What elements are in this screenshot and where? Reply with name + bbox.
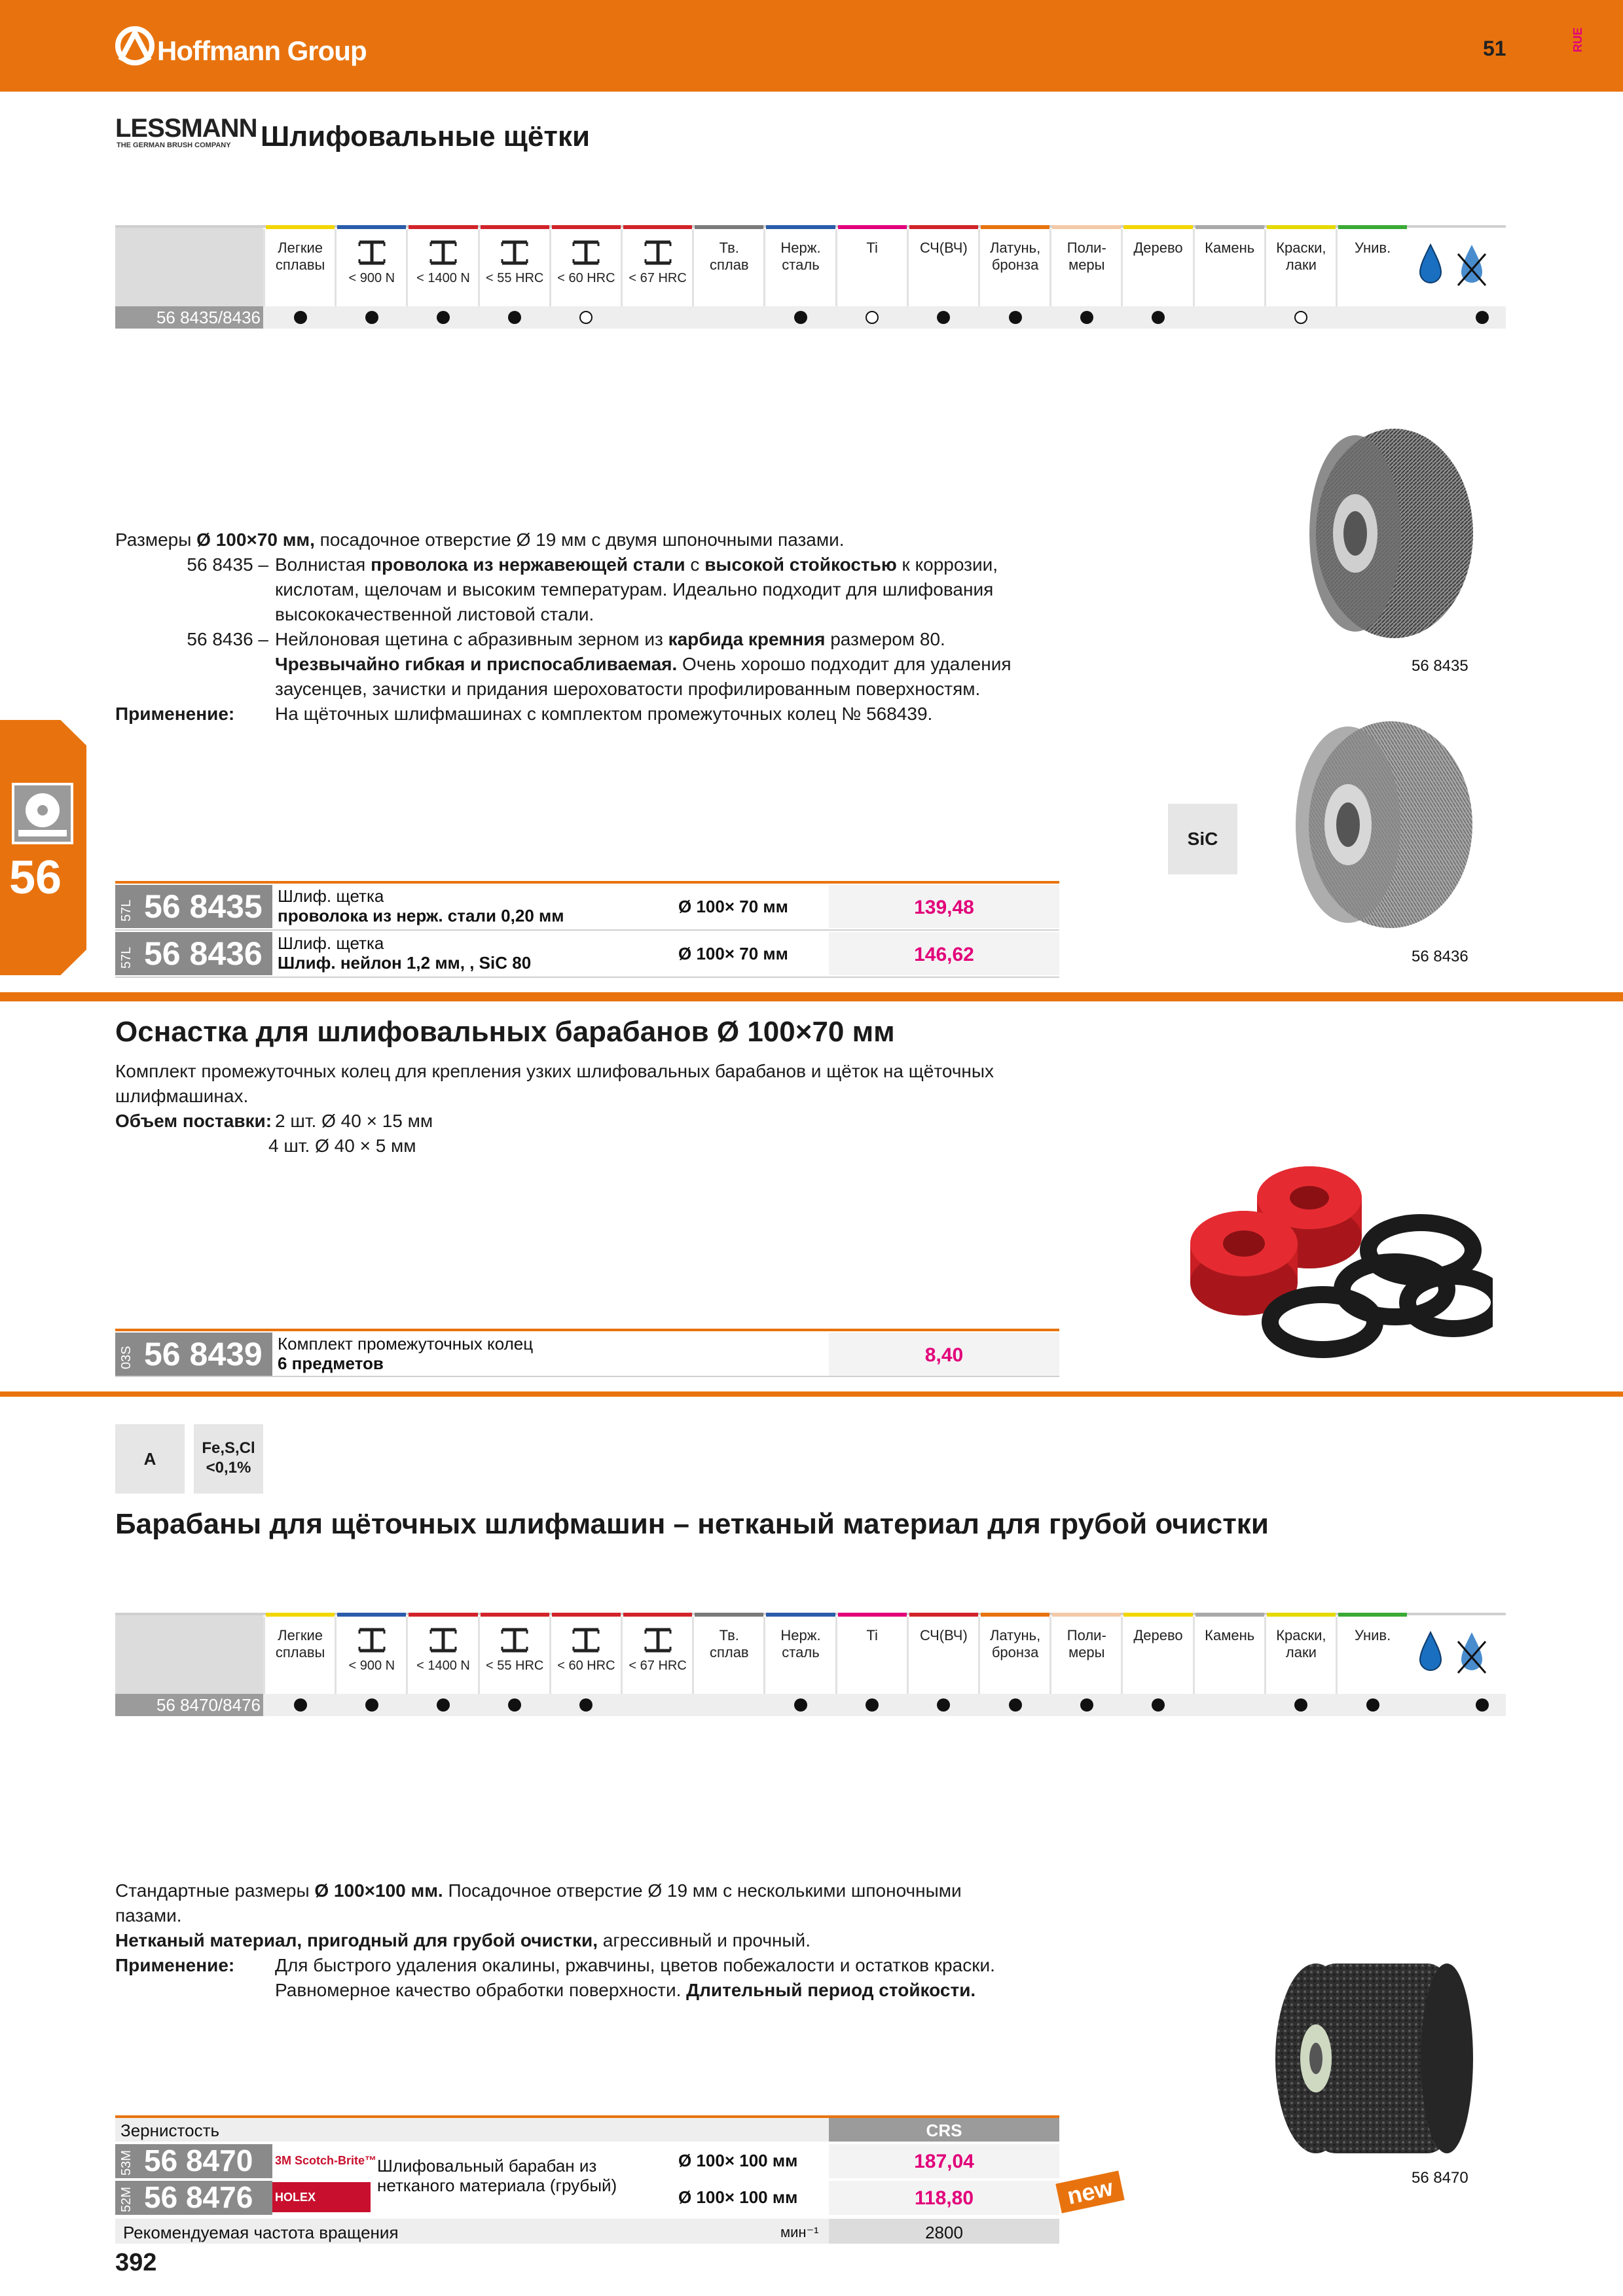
suitable-dot	[1009, 311, 1022, 324]
material-header	[766, 240, 835, 305]
steel-beam-icon	[428, 240, 458, 266]
chip-composition: Fe,S,Cl <0,1%	[194, 1424, 263, 1494]
no-coolant-icon	[1455, 242, 1488, 291]
article-name: Шлифовальный барабан из нетканого материала (грубый)	[377, 2156, 617, 2195]
article-spec: Шлиф. нейлон 1,2 мм, , SiC 80	[278, 953, 532, 973]
material-header	[337, 1627, 406, 1693]
article-name: Комплект промежуточных колец	[278, 1334, 534, 1354]
material-header	[409, 240, 477, 305]
chapter-number: 56	[9, 852, 62, 904]
material-color-bar	[1195, 1613, 1264, 1617]
footer-page-number: 392	[115, 2249, 157, 2276]
article-number: 56 8439	[144, 1336, 263, 1372]
chapter-tab	[0, 720, 86, 975]
material-color-bar	[481, 1613, 549, 1617]
new-badge: new	[1055, 2170, 1124, 2213]
suitable-dot	[1080, 1698, 1093, 1712]
material-header	[1052, 1627, 1121, 1693]
steel-beam-icon	[357, 240, 387, 266]
grain-value: CRS	[926, 2121, 962, 2140]
steel-beam-icon	[623, 1627, 692, 1657]
material-table-1	[115, 225, 1506, 329]
material-label: Унив.	[1354, 1627, 1391, 1643]
section-divider	[0, 1391, 1623, 1397]
section3-title: Барабаны для щёточных шлифмашин – нетканый материал для грубой очистки	[115, 1508, 1269, 1540]
material-header	[1338, 240, 1407, 305]
rpm-value: 2800	[925, 2223, 963, 2242]
material-color-bar	[1123, 225, 1192, 229]
article-prefix: 53M	[119, 2150, 134, 2176]
steel-beam-icon	[623, 240, 692, 270]
material-color-bar	[481, 225, 549, 229]
material-color-bar	[838, 225, 907, 229]
material-header	[481, 1627, 549, 1693]
suitable-dot	[294, 311, 307, 324]
suitable-dot	[1476, 311, 1489, 324]
page-number: 51	[1483, 37, 1506, 60]
material-header	[909, 240, 978, 305]
row-label: 56 8435/8436	[156, 308, 261, 327]
article-number: 56 8435	[144, 888, 263, 925]
material-header	[1195, 240, 1264, 305]
suitable-dot	[794, 311, 807, 324]
article-price: 8,40	[924, 1344, 964, 1366]
logo-text: Hoffmann Group	[157, 35, 367, 66]
material-label: сплав	[709, 1644, 749, 1660]
coolant-icon	[1417, 1630, 1444, 1679]
article-prefix: 03S	[119, 1346, 134, 1369]
material-color-bar	[337, 1613, 406, 1617]
material-color-bar	[1267, 225, 1336, 229]
grain-row-bg	[115, 2118, 829, 2142]
material-header	[695, 1627, 763, 1693]
steel-beam-icon	[500, 240, 530, 266]
section-divider	[0, 992, 1623, 1001]
material-label: Унив.	[1354, 240, 1391, 256]
material-label: Тв.	[719, 240, 739, 256]
use-label: Применение:	[115, 704, 235, 724]
suitable-dot	[1476, 1698, 1489, 1712]
material-label: Легкие	[278, 240, 323, 256]
material-label: СЧ(ВЧ)	[919, 240, 968, 256]
material-color-bar	[695, 225, 763, 229]
hoffmann-logo-icon	[115, 26, 155, 65]
suitable-dot	[437, 1698, 450, 1712]
material-label: < 900 N	[348, 271, 395, 285]
material-label: Дерево	[1133, 240, 1183, 256]
steel-beam-icon	[643, 240, 673, 266]
article-size: Ø 100× 70 мм	[678, 897, 788, 916]
material-label: < 60 HRC	[557, 1659, 615, 1673]
material-color-bar	[981, 225, 1049, 229]
material-label: Ti	[866, 1627, 878, 1643]
steel-beam-icon	[643, 1627, 673, 1653]
material-header	[766, 1627, 835, 1693]
sic-label: SiC	[1168, 804, 1237, 874]
material-color-bar	[409, 225, 477, 229]
material-header	[623, 240, 692, 305]
material-label: < 900 N	[348, 1659, 395, 1673]
suitable-dot	[1366, 1698, 1379, 1712]
caption-568436: 56 8436	[1412, 948, 1468, 965]
material-label: Тв.	[719, 1627, 739, 1643]
article-table-2	[115, 1329, 1059, 1377]
suitable-dot	[365, 311, 378, 324]
material-label: Ti	[866, 240, 878, 256]
article-prefix: 57L	[119, 899, 134, 922]
material-label: меры	[1068, 257, 1105, 273]
material-color-bar	[552, 225, 621, 229]
article-name: Шлиф. щетка	[278, 886, 384, 906]
material-header	[552, 240, 621, 305]
material-header	[623, 1627, 692, 1693]
material-label: Поли-	[1067, 1627, 1106, 1643]
article-price: 139,48	[914, 897, 974, 918]
material-label: Латунь,	[989, 1627, 1041, 1643]
steel-beam-icon	[409, 1627, 477, 1657]
material-header	[1267, 240, 1336, 305]
material-header	[981, 240, 1049, 305]
material-label: < 67 HRC	[629, 271, 687, 285]
suitable-dot	[1152, 311, 1165, 324]
steel-beam-icon	[552, 1627, 621, 1657]
material-label: меры	[1068, 1644, 1105, 1660]
steel-beam-icon	[357, 1627, 387, 1653]
section3-description: Стандартные размеры Ø 100×100 мм. Посадочное отверстие Ø 19 мм с несколькими шпоночными пазами. Нетканый материал, пригодный для грубой очистки, агрессивный и прочный. Применение: Для быстрого удаления окалины, ржавчины, цветов побежалости и остатков краски. Равномерное качество обработки поверхности. Длительный период стойкости.	[115, 1878, 1058, 2003]
material-label: сплавы	[275, 1644, 325, 1660]
material-label: Камень	[1205, 240, 1255, 256]
material-label: Дерево	[1133, 1627, 1183, 1643]
material-color-bar	[838, 1613, 907, 1617]
section1-description: Размеры Ø 100×70 мм, посадочное отверстие Ø 19 мм с двумя шпоночными пазами. 56 8435 – Волнистая проволока из нержавеющей стали с высокой стойкостью к коррозии, кислотам, щелочам и высоким температурам. Идеально подходит для шлифования высококачественной листовой стали. 56 8436 – Нейлоновая щетина с абразивным зерном из карбида кремния размером 80. Чрезвычайно гибкая и приспосабливаемая. Очень хорошо подходит для удаления заусенцев, зачистки и придания шероховатости профилированным поверхностям. Применение: На щёточных шлифмашинах с комплектом промежуточных колец № 568439.	[115, 528, 1045, 726]
suitable-dot	[1152, 1698, 1165, 1712]
article-number: 56 8470	[144, 2144, 253, 2178]
brand-logo: HOLEX	[275, 2191, 316, 2204]
material-header	[1338, 1627, 1407, 1693]
material-label: лаки	[1285, 257, 1317, 273]
table-head-blank	[115, 1615, 263, 1694]
rings-kit-image	[1178, 1152, 1493, 1368]
material-label: < 60 HRC	[557, 271, 615, 285]
material-color-bar	[409, 1613, 477, 1617]
material-label: СЧ(ВЧ)	[919, 1627, 968, 1643]
steel-beam-icon	[337, 1627, 406, 1657]
nonwoven-drum-image	[1270, 1950, 1480, 2166]
material-header	[981, 1627, 1049, 1693]
material-header	[552, 1627, 621, 1693]
material-color-bar	[909, 1613, 978, 1617]
material-header	[1123, 240, 1192, 305]
item-code: 56 8435 –	[187, 554, 268, 575]
suitable-dot	[1080, 311, 1093, 324]
material-header	[1195, 1627, 1264, 1693]
material-color-bar	[337, 225, 406, 229]
material-color-bar	[623, 225, 692, 229]
material-label: бронза	[991, 1644, 1039, 1660]
grain-label: Зернистость	[120, 2121, 220, 2140]
material-header	[1123, 1627, 1192, 1693]
material-label: Латунь,	[989, 240, 1041, 256]
article-size: Ø 100× 100 мм	[678, 2151, 798, 2170]
material-color-bar	[1052, 1613, 1121, 1617]
material-label: < 55 HRC	[486, 1659, 544, 1673]
material-color-bar	[766, 1613, 835, 1617]
material-header	[266, 1627, 335, 1693]
material-label: Краски,	[1276, 1627, 1326, 1643]
material-color-bar	[695, 1613, 763, 1617]
material-label: Поли-	[1067, 240, 1106, 256]
article-spec: 6 предметов	[278, 1354, 384, 1373]
material-label: бронза	[991, 257, 1039, 273]
material-header	[266, 240, 335, 305]
article-price: 187,04	[914, 2151, 974, 2172]
material-color-bar	[1267, 1613, 1336, 1617]
article-table-3	[115, 2115, 1059, 2245]
article-size: Ø 100× 100 мм	[678, 2187, 798, 2207]
suitable-dot	[294, 1698, 307, 1712]
article-number: 56 8476	[144, 2180, 253, 2214]
grinding-disc-icon	[12, 783, 73, 844]
steel-beam-icon	[337, 240, 406, 270]
article-top-rule	[115, 1329, 1059, 1331]
material-header	[1267, 1627, 1336, 1693]
material-color-bar	[266, 1613, 335, 1617]
steel-beam-icon	[409, 240, 477, 270]
material-color-bar	[766, 225, 835, 229]
article-size: Ø 100× 70 мм	[678, 944, 788, 963]
material-header	[1052, 240, 1121, 305]
no-coolant-icon	[1455, 1630, 1488, 1679]
article-top-rule	[115, 881, 1059, 884]
material-label: сплавы	[275, 257, 325, 273]
material-label: сталь	[782, 1644, 820, 1660]
material-label: < 55 HRC	[486, 271, 544, 285]
article-price: 146,62	[914, 944, 974, 965]
steel-beam-icon	[481, 1627, 549, 1657]
language-code: RUE	[1571, 27, 1584, 52]
caption-568470: 56 8470	[1412, 2169, 1468, 2187]
row-label: 56 8470/8476	[156, 1695, 261, 1715]
caption-568435: 56 8435	[1412, 657, 1468, 675]
material-label: сплав	[709, 257, 749, 273]
wire-brush-image	[1283, 419, 1480, 648]
material-color-bar	[552, 1613, 621, 1617]
material-label: Камень	[1205, 1627, 1255, 1643]
material-label: лаки	[1285, 1644, 1317, 1660]
article-table-1	[115, 881, 1059, 977]
item-code: 56 8436 –	[187, 629, 268, 649]
use-label: Применение:	[115, 1955, 235, 1975]
table-head-blank	[115, 228, 263, 306]
material-color-bar	[1338, 225, 1407, 229]
material-color-bar	[981, 1613, 1049, 1617]
coolant-icon	[1417, 242, 1444, 291]
brand-tagline: THE GERMAN BRUSH COMPANY	[117, 141, 231, 149]
rpm-label: Рекомендуемая частота вращения	[123, 2223, 399, 2242]
material-header	[481, 240, 549, 305]
suitable-dot	[365, 1698, 378, 1712]
material-label: Нерж.	[780, 1627, 821, 1643]
material-header	[409, 1627, 477, 1693]
material-label: Легкие	[278, 1627, 323, 1643]
scope-label: Объем поставки:	[115, 1111, 272, 1131]
brand-logo: 3M Scotch-Brite™	[275, 2154, 377, 2167]
article-spec: проволока из нерж. стали 0,20 мм	[278, 906, 564, 925]
material-color-bar	[909, 225, 978, 229]
material-color-bar	[1195, 225, 1264, 229]
rpm-unit: мин⁻¹	[780, 2224, 819, 2240]
nylon-brush-image	[1273, 713, 1482, 936]
chip-a: A	[115, 1424, 185, 1494]
material-header	[337, 240, 406, 305]
article-row-rule	[115, 929, 1059, 931]
article-row-rule	[115, 977, 1059, 978]
steel-beam-icon	[500, 1627, 530, 1653]
material-label: Краски,	[1276, 240, 1326, 256]
material-label: сталь	[782, 257, 820, 273]
material-color-bar	[1052, 225, 1121, 229]
material-color-bar	[1338, 1613, 1407, 1617]
material-color-bar	[1123, 1613, 1192, 1617]
material-color-bar	[266, 225, 335, 229]
material-header	[838, 1627, 907, 1693]
material-table-2	[115, 1613, 1506, 1716]
article-prefix: 52M	[119, 2187, 134, 2212]
section1-title: Шлифовальные щётки	[261, 120, 591, 152]
material-header	[909, 1627, 978, 1693]
steel-beam-icon	[428, 1627, 458, 1653]
material-label: Нерж.	[780, 240, 821, 256]
article-prefix: 57L	[119, 946, 134, 969]
material-label: < 1400 N	[416, 271, 470, 285]
suitable-dot	[437, 311, 450, 324]
material-header	[695, 240, 763, 305]
material-label: < 67 HRC	[629, 1659, 687, 1673]
section2-description: Комплект промежуточных колец для крепления узких шлифовальных барабанов и щёток на щёточных шлифмашинах. Объем поставки: 2 шт. Ø 40 × 15 мм 4 шт. Ø 40 × 5 мм	[115, 1061, 994, 1156]
section2-title: Оснастка для шлифовальных барабанов Ø 100×70 мм	[115, 1016, 895, 1048]
article-name: Шлиф. щетка	[278, 933, 384, 953]
article-number: 56 8436	[144, 935, 263, 972]
article-price: 118,80	[914, 2187, 974, 2209]
suitable-dot	[794, 1698, 807, 1712]
brand-name: LESSMANN	[115, 114, 257, 143]
suitable-dot	[1009, 1698, 1022, 1712]
material-color-bar	[623, 1613, 692, 1617]
steel-beam-icon	[552, 240, 621, 270]
article-row-rule	[115, 1376, 1059, 1377]
steel-beam-icon	[571, 1627, 601, 1653]
material-label: < 1400 N	[416, 1659, 470, 1673]
steel-beam-icon	[481, 240, 549, 270]
steel-beam-icon	[571, 240, 601, 266]
material-header	[838, 240, 907, 305]
